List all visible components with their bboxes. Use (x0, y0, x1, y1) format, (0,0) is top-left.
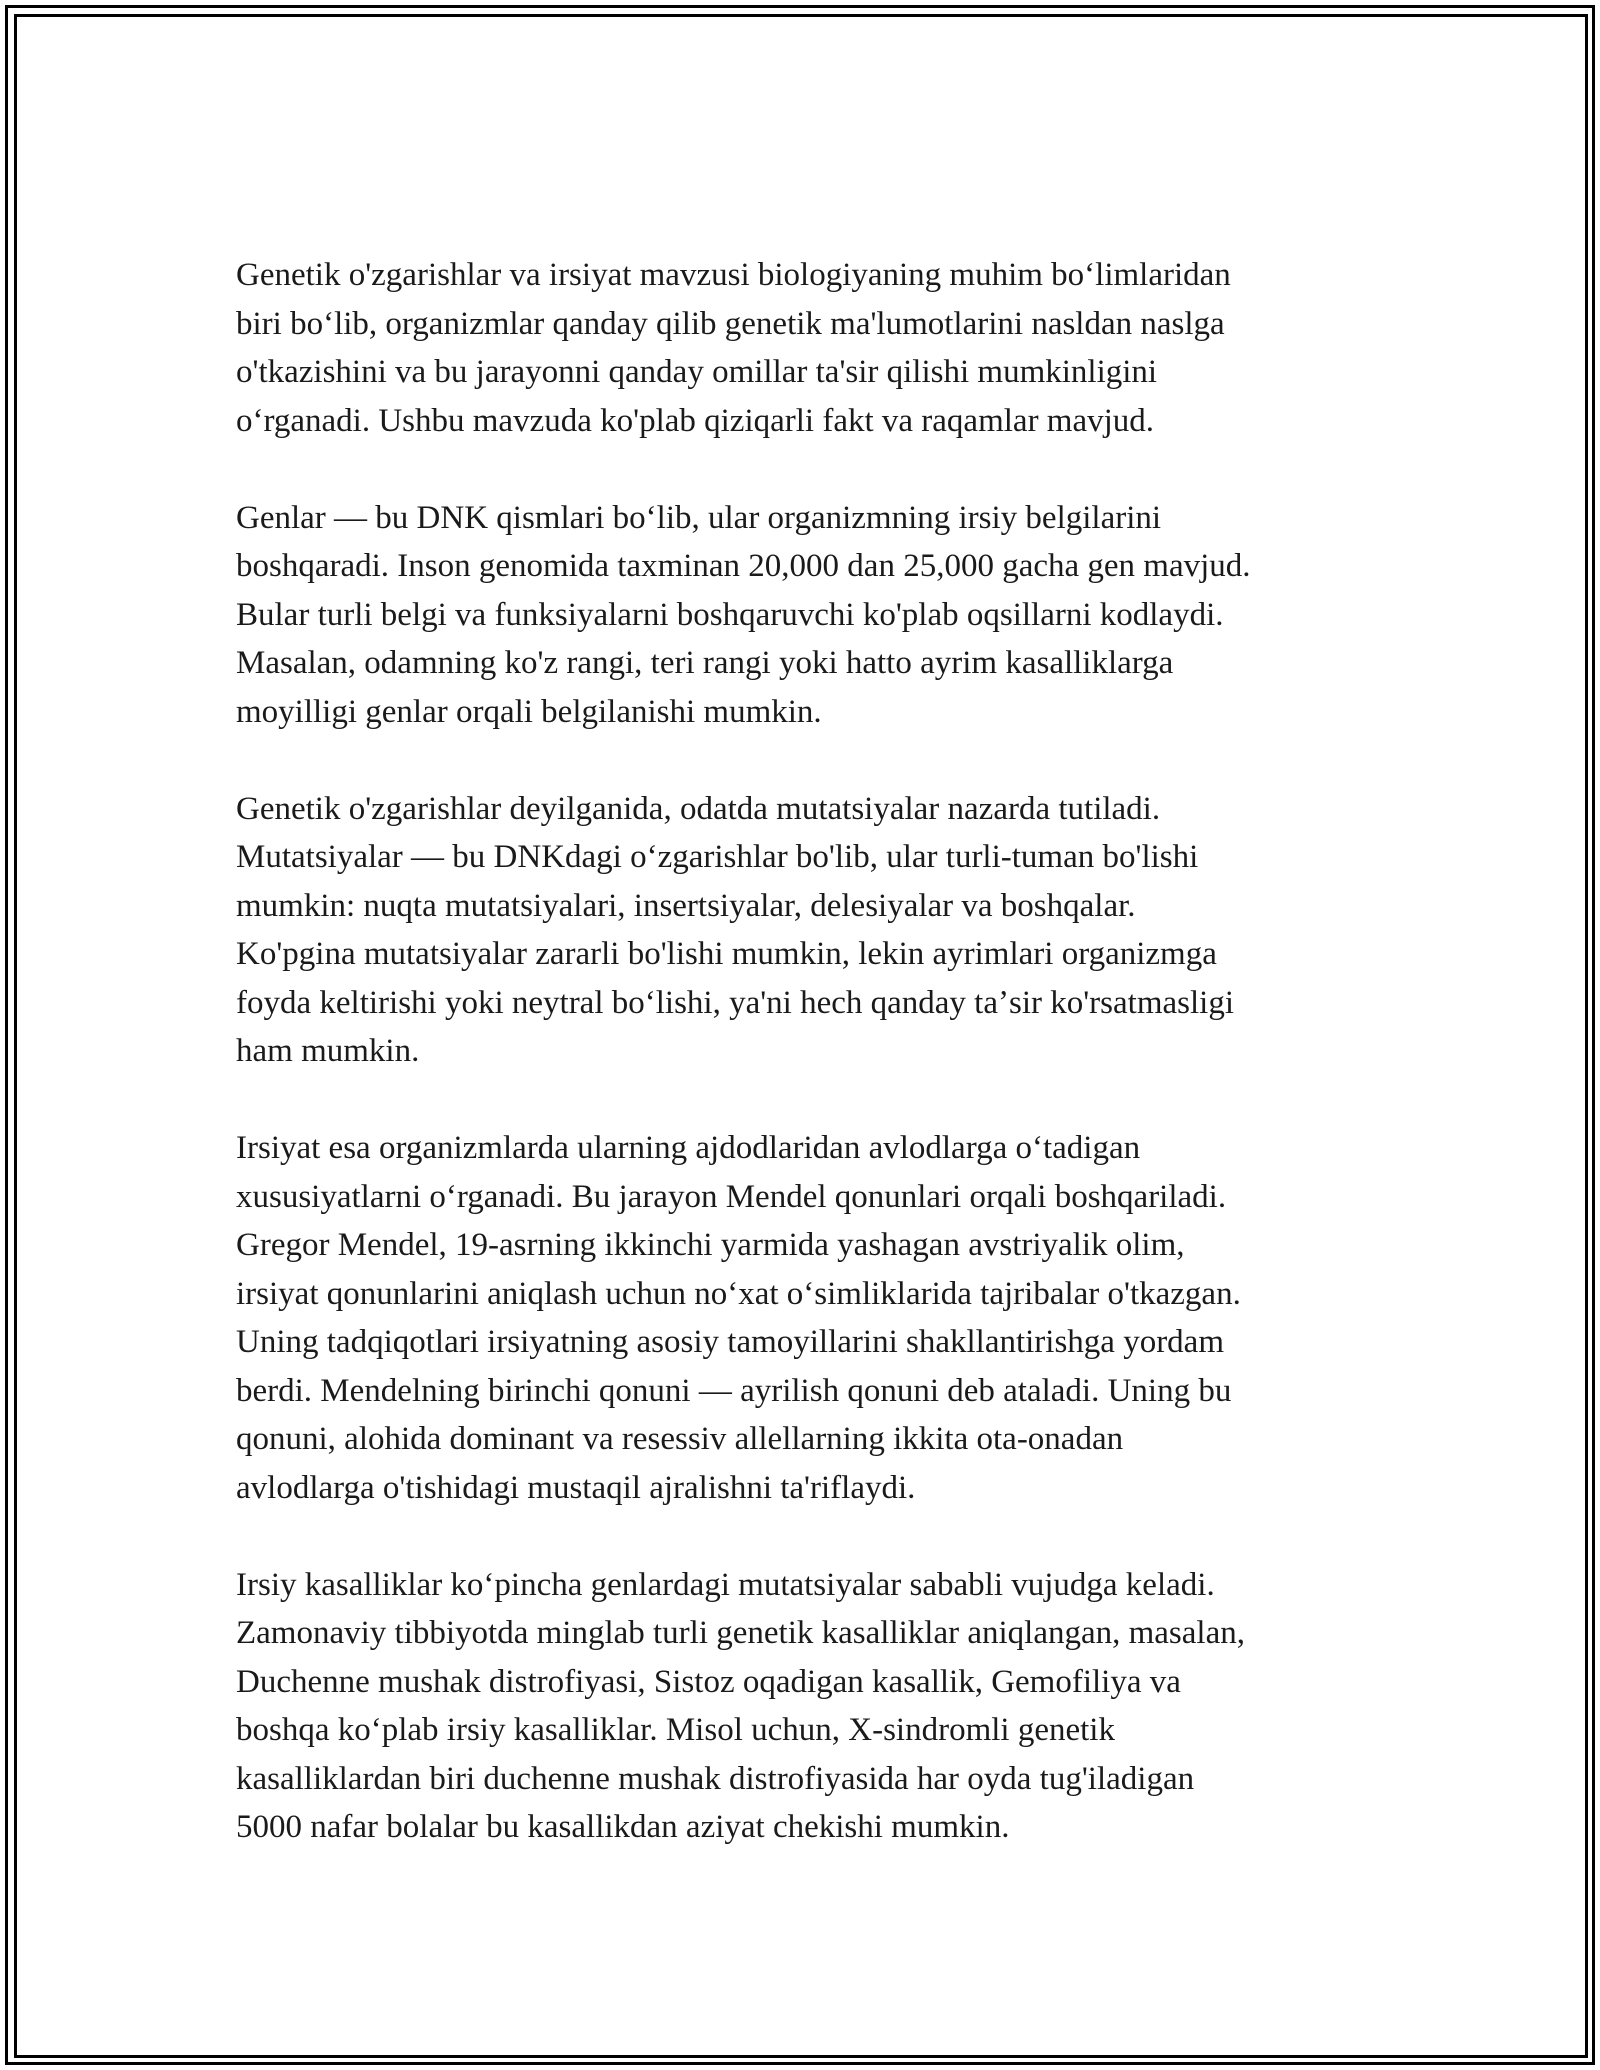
text-line: irsiyat qonunlarini aniqlash uchun noʻxat oʻsimliklarida tajribalar o'tkazgan. (236, 1275, 1241, 1312)
paragraph-heredity (236, 1124, 1376, 1512)
text-line: boshqaradi. Inson genomida taxminan 20,000 dan 25,000 gacha gen mavjud. (236, 548, 1251, 584)
text-line: biri boʻlib, organizmlar qanday qilib genetik ma'lumotlarini nasldan naslga (236, 305, 1225, 342)
document-body (236, 251, 1376, 1852)
text-line: Masalan, odamning ko'z rangi, teri rangi yoki hatto ayrim kasalliklarga (236, 645, 1174, 681)
text-line: Ko'pgina mutatsiyalar zararli bo'lishi mumkin, lekin ayrimlari organizmga (236, 936, 1217, 972)
text-line: ham mumkin. (236, 1033, 420, 1069)
text-line: Genetik o'zgarishlar deyilganida, odatda mutatsiyalar nazarda tutiladi. (236, 790, 1161, 827)
text-line: xususiyatlarni oʻrganadi. Bu jarayon Mendel qonunlari orqali boshqariladi. (236, 1178, 1227, 1215)
text-line: oʻrganadi. Ushbu mavzuda ko'plab qiziqarli fakt va raqamlar mavjud. (236, 402, 1155, 439)
paragraph-genes (236, 494, 1376, 737)
text-line: Zamonaviy tibbiyotda minglab turli genetik kasalliklar aniqlangan, masalan, (236, 1615, 1245, 1651)
text-line: o'tkazishini va bu jarayonni qanday omillar ta'sir qilishi mumkinligini (236, 354, 1158, 390)
paragraph-intro (236, 251, 1376, 445)
text-line: Irsiy kasalliklar koʻpincha genlardagi mutatsiyalar sababli vujudga keladi. (236, 1566, 1215, 1603)
text-line: berdi. Mendelning birinchi qonuni — ayrilish qonuni deb ataladi. Uning bu (236, 1372, 1232, 1409)
text-line: Genetik o'zgarishlar va irsiyat mavzusi biologiyaning muhim boʻlimlaridan (236, 257, 1231, 293)
text-line: 5000 nafar bolalar bu kasallikdan aziyat chekishi mumkin. (236, 1809, 1010, 1845)
paragraph-mutations (236, 785, 1376, 1076)
text-line: qonuni, alohida dominant va resessiv allellarning ikkita ota-onadan (236, 1421, 1124, 1457)
text-line: Irsiyat esa organizmlarda ularning ajdodlaridan avlodlarga oʻtadigan (236, 1130, 1141, 1166)
text-line: Genlar — bu DNK qismlari boʻlib, ular organizmning irsiy belgilarini (236, 499, 1162, 536)
text-line: foyda keltirishi yoki neytral boʻlishi, ya'ni hech qanday taʼsir ko'rsatmasligi (236, 984, 1234, 1021)
text-line: boshqa koʻplab irsiy kasalliklar. Misol uchun, X-sindromli genetik (236, 1712, 1115, 1748)
paragraph-diseases (236, 1561, 1376, 1852)
text-line: Gregor Mendel, 19-asrning ikkinchi yarmida yashagan avstriyalik olim, (236, 1227, 1185, 1263)
text-line: mumkin: nuqta mutatsiyalari, insertsiyalar, delesiyalar va boshqalar. (236, 887, 1136, 924)
text-line: kasalliklardan biri duchenne mushak distrofiyasida har oyda tug'iladigan (236, 1760, 1195, 1797)
text-line: Duchenne mushak distrofiyasi, Sistoz oqadigan kasallik, Gemofiliya va (236, 1663, 1181, 1700)
text-line: Bular turli belgi va funksiyalarni boshqaruvchi ko'plab oqsillarni kodlaydi. (236, 596, 1224, 633)
text-line: Uning tadqiqotlari irsiyatning asosiy tamoyillarini shakllantirishga yordam (236, 1324, 1225, 1360)
text-line: avlodlarga o'tishidagi mustaqil ajralishni ta'riflaydi. (236, 1469, 916, 1506)
text-line: Mutatsiyalar — bu DNKdagi oʻzgarishlar bo'lib, ular turli-tuman bo'lishi (236, 839, 1199, 875)
text-line: moyilligi genlar orqali belgilanishi mumkin. (236, 693, 822, 730)
